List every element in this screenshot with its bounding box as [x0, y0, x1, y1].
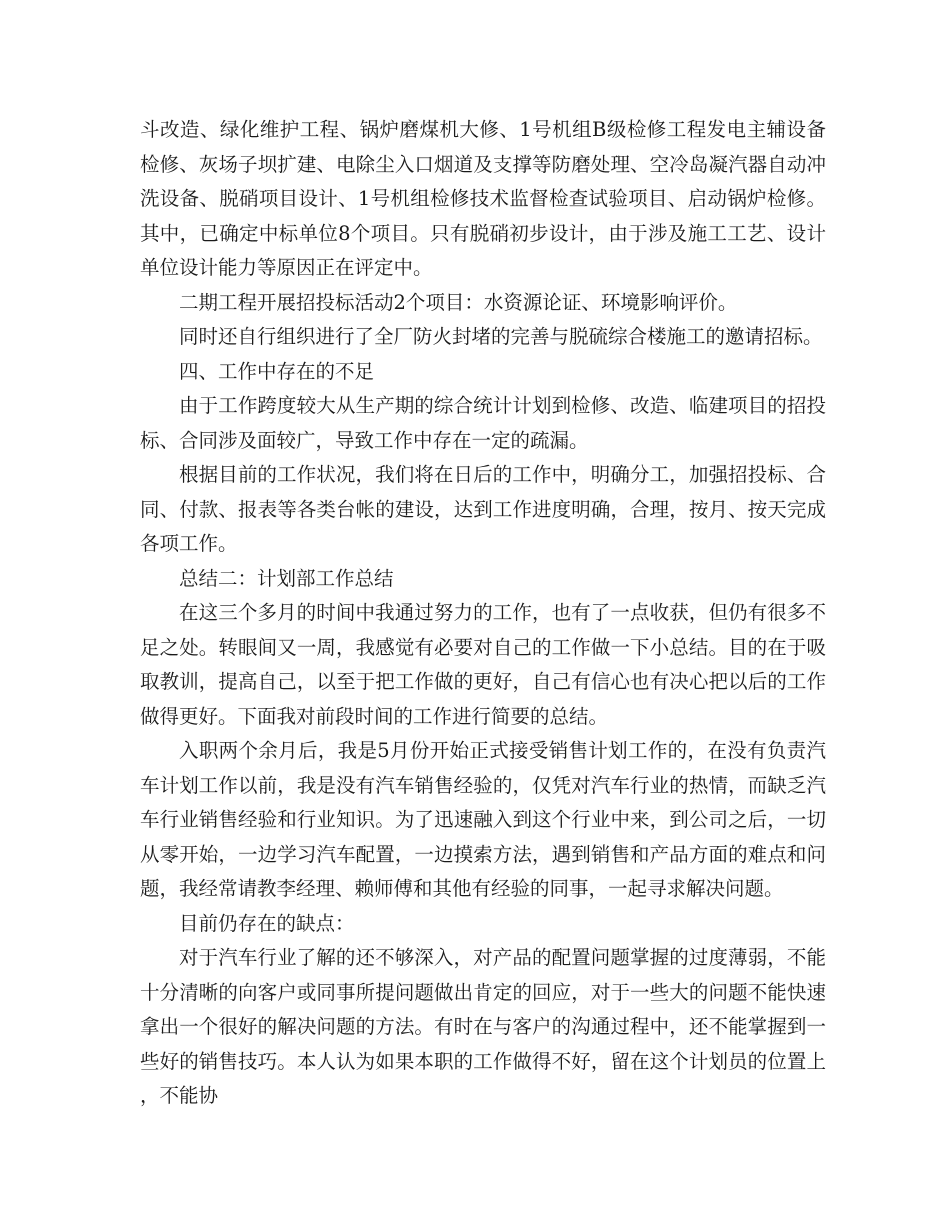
section-heading-4: 四、工作中存在的不足 [179, 359, 375, 383]
paragraph-11: 对于汽车行业了解的还不够深入，对产品的配置问题掌握的过度薄弱，不能十分清晰的向客户或同事所提问题做出肯定的回应，对于一些大的问题不能快速拿出一个很好的解决问题的方法。有时在与客户的沟通过程中，还不能掌握到一些好的销售技巧。本人认为如果本职的工作做得不好，留在这个计划员的位置上，不能协 [140, 946, 826, 1107]
paragraph-3: 同时还自行组织进行了全厂防火封堵的完善与脱硫综合楼施工的邀请招标。 [179, 325, 823, 348]
section-heading-summary-2: 总结二：计划部工作总结 [179, 566, 394, 590]
paragraph-10: 目前仍存在的缺点： [179, 911, 355, 935]
paragraph-8: 在这三个多月的时间中我通过努力的工作，也有了一点收获，但仍有很多不足之处。转眼间又一周，我感觉有必要对自己的工作做一下小总结。目的在于吸取教训，提高自己，以至于把工作做的更好，自己有信心也有决心把以后的工作做得更好。下面我对前段时间的工作进行简要的总结。 [140, 601, 826, 728]
paragraph-5: 由于工作跨度较大从生产期的综合统计计划到检修、改造、临建项目的招投标、合同涉及面较广，导致工作中存在一定的疏漏。 [140, 394, 826, 452]
paragraph-6: 根据目前的工作状况，我们将在日后的工作中，明确分工，加强招投标、合同、付款、报表等各类台帐的建设，达到工作进度明确，合理，按月、按天完成各项工作。 [140, 463, 826, 555]
paragraph-2: 二期工程开展招投标活动2个项目：水资源论证、环境影响评价。 [179, 290, 738, 314]
document-body [140, 113, 826, 1114]
paragraph-1: 斗改造、绿化维护工程、锅炉磨煤机大修、1号机组B级检修工程发电主辅设备检修、灰场子坝扩建、电除尘入口烟道及支撑等防磨处理、空冷岛凝汽器自动冲洗设备、脱硝项目设计、1号机组检修技术监督检查试验项目、启动锅炉检修。其中，已确定中标单位8个项目。只有脱硝初步设计，由于涉及施工工艺、设计单位设计能力等原因正在评定中。 [140, 118, 826, 279]
paragraph-9: 入职两个余月后，我是5月份开始正式接受销售计划工作的，在没有负责汽车计划工作以前，我是没有汽车销售经验的，仅凭对汽车行业的热情，而缺乏汽车行业销售经验和行业知识。为了迅速融入到这个行业中来，到公司之后，一切从零开始，一边学习汽车配置，一边摸索方法，遇到销售和产品方面的难点和问题，我经常请教李经理、赖师傅和其他有经验的同事，一起寻求解决问题。 [140, 739, 826, 900]
